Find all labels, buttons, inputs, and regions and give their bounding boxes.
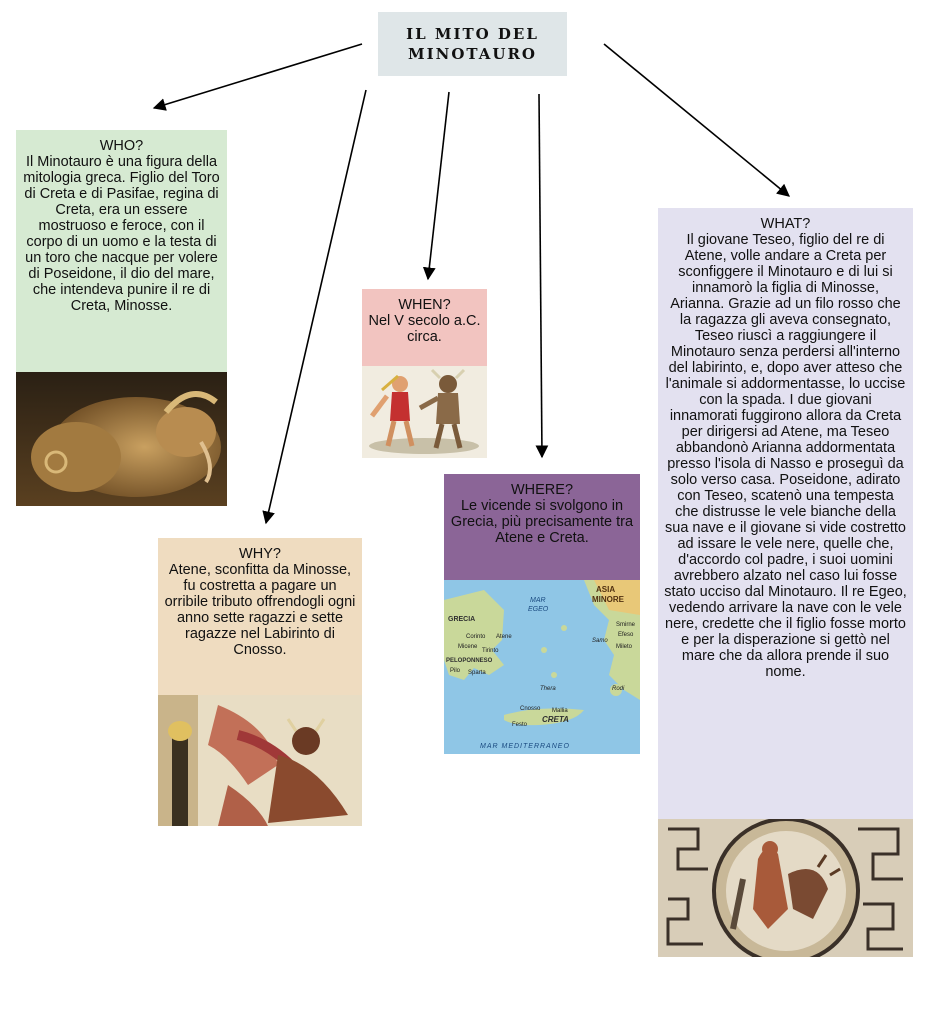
map-label-mediterraneo: MAR MEDITERRANEO bbox=[480, 743, 570, 750]
map-label-asia: ASIA bbox=[596, 585, 616, 594]
map-label-samo: Samo bbox=[592, 638, 608, 644]
map-label-minore: MINORE bbox=[592, 595, 624, 604]
where-heading: WHERE? bbox=[510, 482, 574, 498]
map-label-pilo: Pilo bbox=[450, 668, 461, 674]
what-heading: WHAT? bbox=[760, 216, 811, 232]
when-card bbox=[362, 289, 487, 366]
title-line-1: IL MITO DEL bbox=[406, 25, 539, 43]
map-label-rodi: Rodi bbox=[612, 686, 625, 692]
map-label-egeo: EGEO bbox=[528, 606, 549, 613]
when-heading: WHEN? bbox=[398, 297, 451, 313]
title-line-2: MINOTAURO bbox=[407, 45, 537, 63]
map-label-cnosso: Cnosso bbox=[520, 706, 541, 712]
why-text: Atene, sconfitta da Minosse, fu costretta a pagare un orribile tributo offrendogli ogni anno sette ragazzi e sette ragazze nel Labirinto di Cnosso. bbox=[164, 562, 356, 658]
minotaur-painting-image bbox=[158, 695, 362, 826]
when-text: Nel V secolo a.C. circa. bbox=[368, 313, 481, 345]
minotaur-sculpture-image bbox=[16, 372, 227, 506]
aegean-map-image bbox=[444, 580, 640, 754]
who-heading: WHO? bbox=[99, 138, 144, 154]
why-heading: WHY? bbox=[239, 546, 281, 562]
arrow-to-when bbox=[428, 92, 449, 279]
arrow-to-why bbox=[266, 90, 366, 523]
map-label-thera: Thera bbox=[540, 686, 556, 692]
map-label-mar: MAR bbox=[530, 597, 546, 604]
where-card bbox=[444, 474, 640, 580]
map-label-atene: Atene bbox=[496, 634, 512, 640]
map-label-mileto: Mileto bbox=[616, 644, 633, 650]
map-label-corinto: Corinto bbox=[466, 634, 486, 640]
page-title bbox=[378, 12, 567, 76]
map-label-creta: CRETA bbox=[542, 715, 569, 724]
roman-mosaic-image bbox=[658, 819, 913, 957]
map-label-smirne: Smirne bbox=[616, 622, 636, 628]
where-text: Le vicende si svolgono in Grecia, più precisamente tra Atene e Creta. bbox=[450, 498, 634, 546]
theseus-fighting-minotaur-image bbox=[362, 366, 487, 458]
arrow-to-what bbox=[604, 44, 789, 196]
map-label-tirinto: Tirinto bbox=[482, 648, 499, 654]
map-label-peloponneso: PELOPONNESO bbox=[446, 658, 493, 664]
map-label-efeso: Efeso bbox=[618, 632, 634, 638]
map-label-micene: Micene bbox=[458, 644, 478, 650]
map-label-mallia: Mallia bbox=[552, 708, 568, 714]
who-text: Il Minotauro è una figura della mitologia greca. Figlio del Toro di Creta e di Pasifae, regina di Creta, era un essere mostruoso e feroce, con il corpo di un uomo e la testa di un toro che nacque per volere di Poseidone, il dio del mare, che intendeva punire il re di Creta, Minosse. bbox=[23, 154, 220, 314]
what-text: Il giovane Teseo, figlio del re di Atene, volle andare a Creta per sconfiggere il Minotauro e di lui si innamorò la figlia di Minosse, Arianna. Grazie ad un filo rosso che la ragazza gli aveva consegnato, Teseo riuscì a raggiungere il Minotauro senza perdersi all'interno del labirinto, e, dopo aver atteso che l'animale si addormentasse, lo uccise con la spada. I due giovani innamorati fuggirono allora da Creta per dirigersi ad Atene, ma Teseo abbandonò Arianna addormentata presso l'isola di Nasso e proseguì da solo verso casa. Poseidone, adirato con Teseo, scatenò una tempesta che distrusse le vele bianche della sua nave e il giovane si vide costretto ad issare le vele nere, quelle che, d'accordo col padre, i suoi uomini avrebbero alzato nel caso lui fosse stato ucciso dal Minotauro. Il re Egeo, vedendo arrivare la nave con le vele nere, credette che il figlio fosse morto e per la disperazione si gettò nel mare che da allora prende il suo nome. bbox=[664, 232, 907, 680]
map-label-grecia: GRECIA bbox=[448, 616, 476, 623]
who-card bbox=[16, 130, 227, 372]
arrow-to-where bbox=[539, 94, 542, 457]
map-label-festo: Festo bbox=[512, 722, 528, 728]
arrow-to-who bbox=[154, 44, 362, 108]
why-card bbox=[158, 538, 362, 695]
map-label-sparta: Sparta bbox=[468, 670, 486, 676]
what-card bbox=[658, 208, 913, 819]
